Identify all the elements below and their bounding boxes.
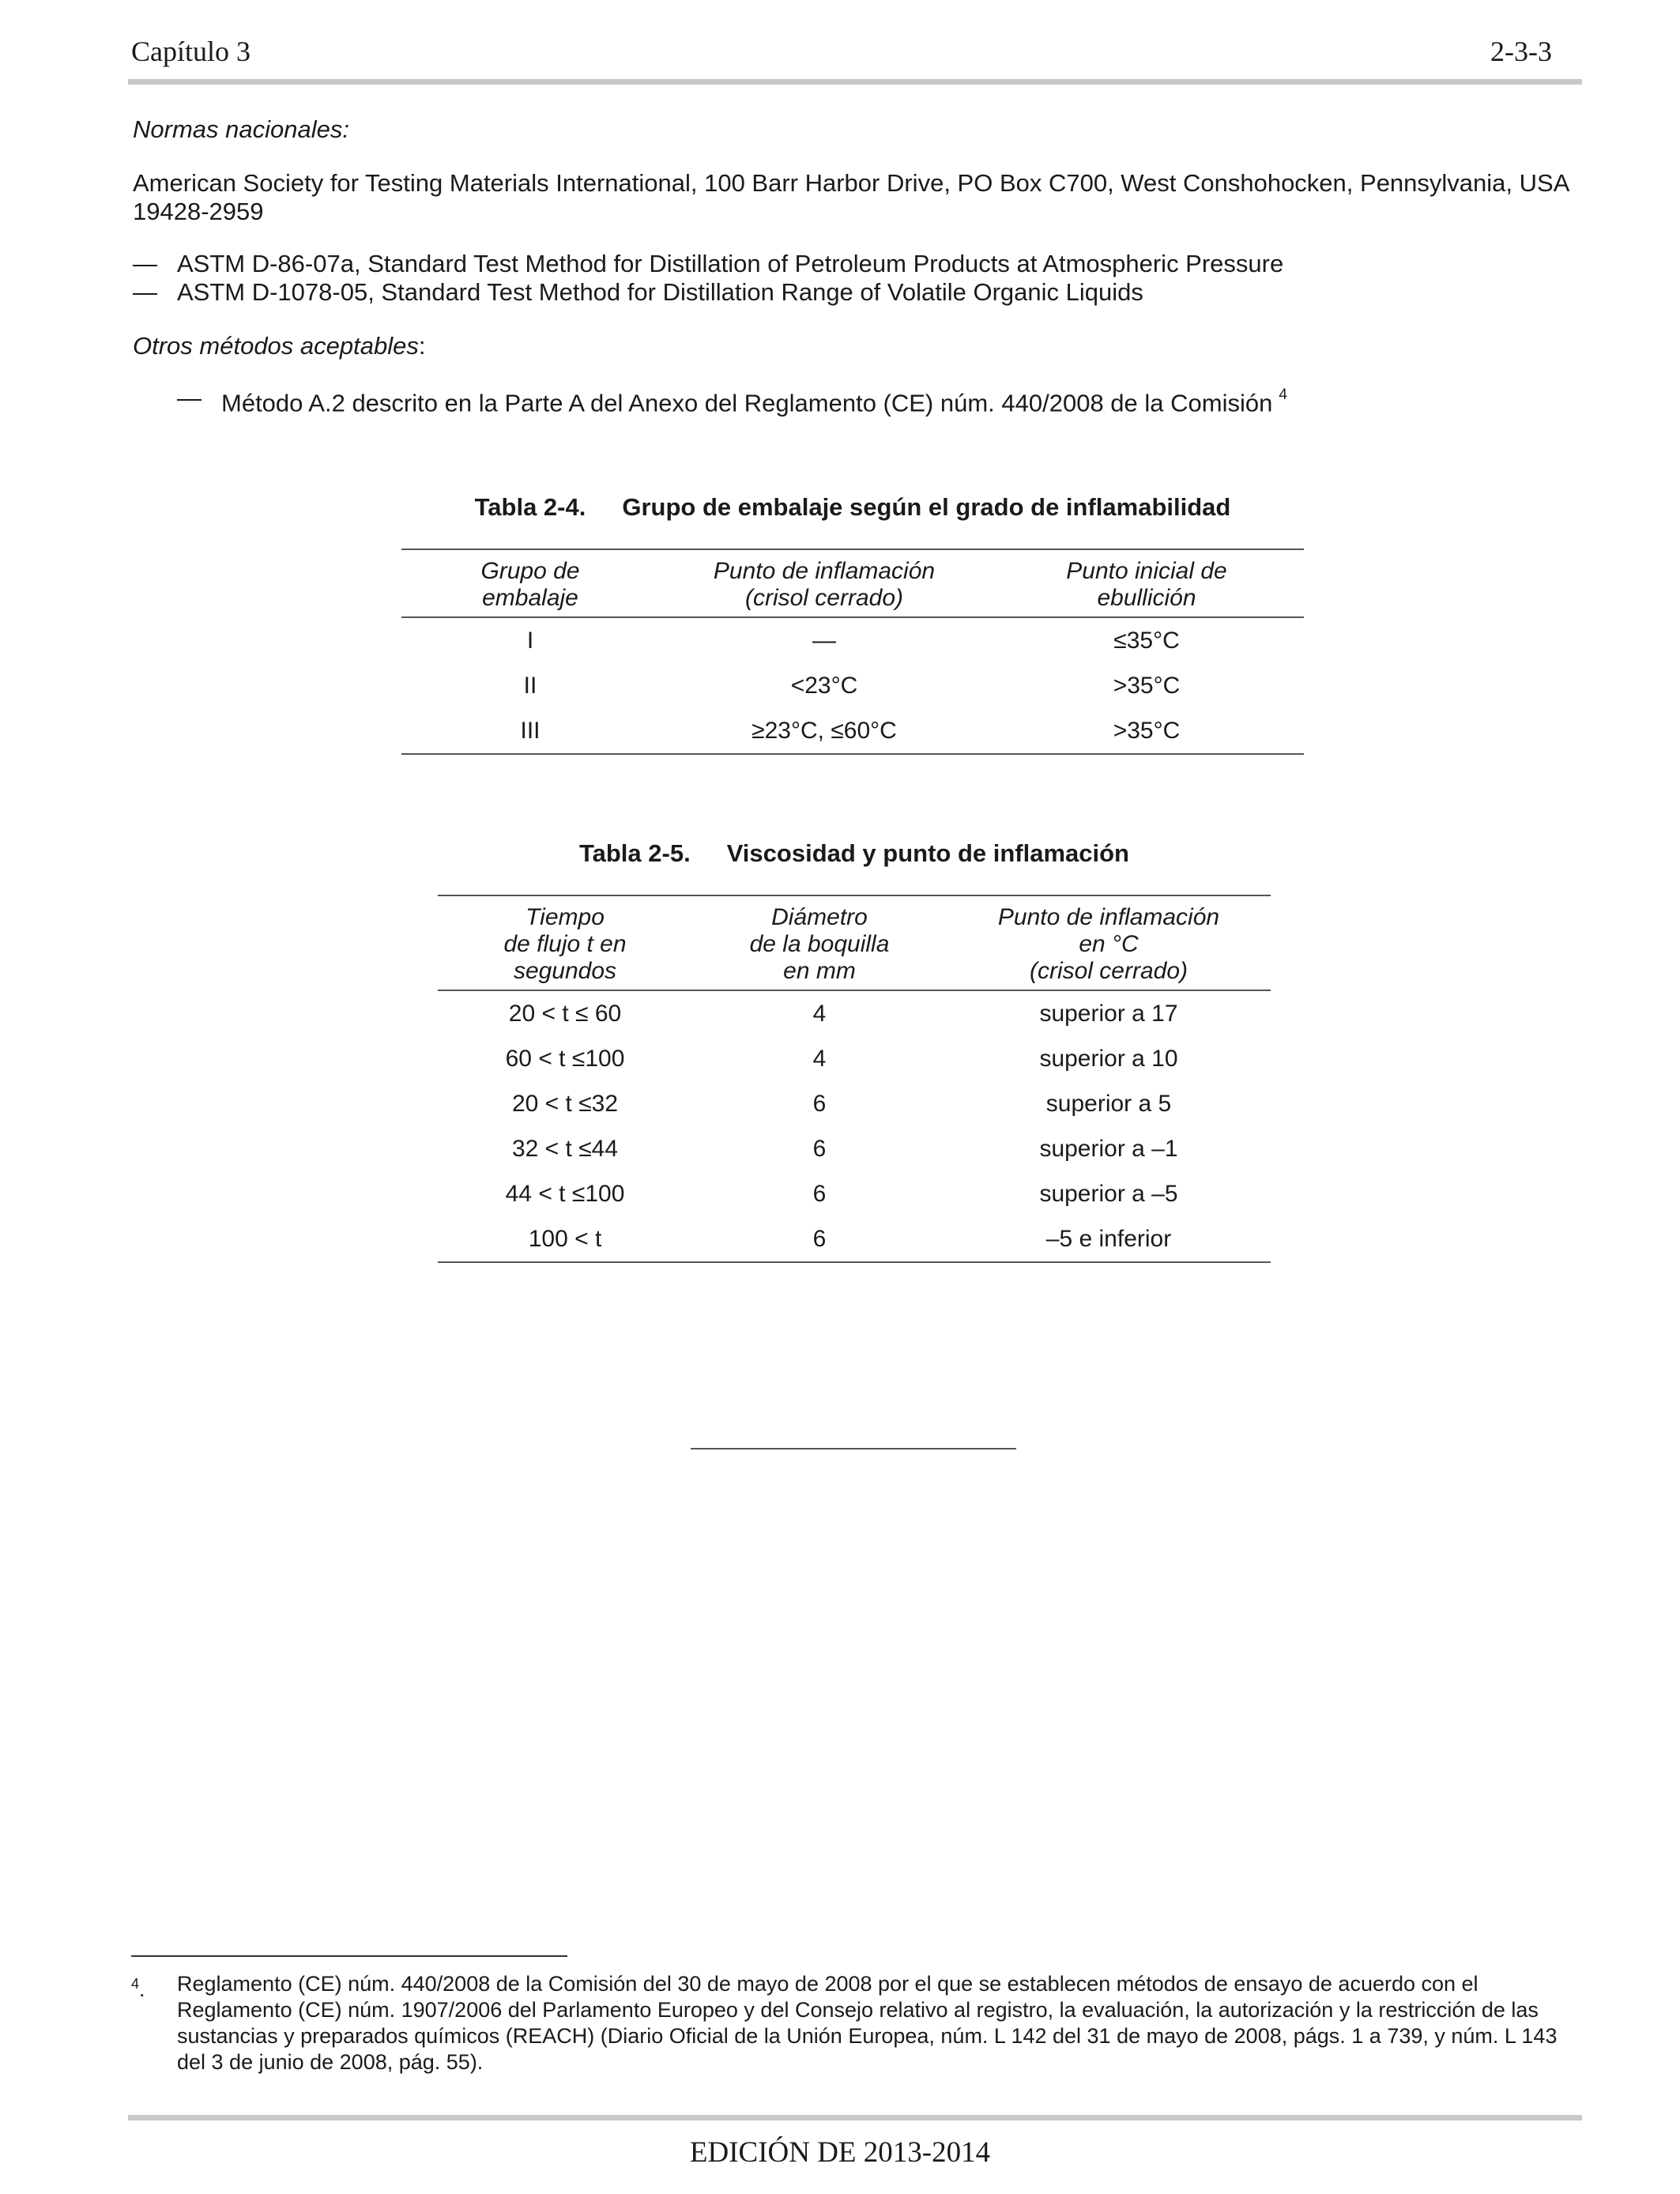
otros-metodos-item xyxy=(177,384,1287,417)
footnote-number: $^4$. xyxy=(131,1976,145,2001)
table-cell: 44 < t ≤100 xyxy=(505,1180,625,1207)
table-cell: ≥23°C, ≤60°C xyxy=(751,717,897,744)
table-cell: superior a 17 xyxy=(1039,1000,1178,1027)
table-row xyxy=(438,1081,1271,1126)
table-cell: I xyxy=(526,627,534,654)
column-header: Tiempo de flujo t en segundos xyxy=(503,904,627,984)
column-header: Grupo de embalaje xyxy=(480,558,580,611)
table-cell: superior a 5 xyxy=(1045,1090,1172,1117)
list-dash: — xyxy=(133,250,157,277)
list-item xyxy=(133,278,1283,307)
table-cell: superior a –1 xyxy=(1039,1135,1178,1162)
table-row xyxy=(401,708,1304,754)
table-row xyxy=(438,990,1271,1036)
normas-nacionales-heading: Normas nacionales: xyxy=(133,115,349,143)
table-cell: –5 e inferior xyxy=(1045,1225,1172,1252)
table-row xyxy=(401,663,1304,708)
table-cell: 60 < t ≤100 xyxy=(505,1045,625,1072)
table-cell: >35°C xyxy=(1113,717,1181,744)
table-cell: 32 < t ≤44 xyxy=(511,1135,619,1162)
list-dash: — xyxy=(177,384,202,412)
table-cell: 20 < t ≤32 xyxy=(511,1090,619,1117)
list-item xyxy=(133,250,1283,278)
table-cell: superior a 10 xyxy=(1039,1045,1178,1072)
table-2-5-caption xyxy=(438,839,1271,868)
table-cell: II xyxy=(523,672,537,699)
footnote-text: Reglamento (CE) núm. 440/2008 de la Comisión del 30 de mayo de 2008 por el que se establecen métodos de ensayo de acuerdo con el Reglamento (CE) núm. 1907/2006 del Parlamento Europeo y del Consejo relativo al registro, la evaluación, la autorización y la restricción de las sustancias y preparados químicos (REACH) (Diario Oficial de la Unión Europea, núm. L 142 del 31 de mayo de 2008, págs. 1 a 739, y núm. L 143 del 3 de junio de 2008, pág. 55). xyxy=(177,1972,1558,2074)
list-item-text: ASTM D-86-07a, Standard Test Method for Distillation of Petroleum Products at Atmospheric Pressure xyxy=(177,250,1284,277)
table-title: Viscosidad y punto de inflamación xyxy=(726,839,1129,867)
column-header: Punto de inflamación (crisol cerrado) xyxy=(713,558,936,611)
table-cell: 20 < t ≤ 60 xyxy=(508,1000,622,1027)
table-cell: 6 xyxy=(812,1180,827,1207)
list-dash: — xyxy=(133,278,157,306)
table-cell: ≤35°C xyxy=(1113,627,1180,654)
table-cell: >35°C xyxy=(1113,672,1181,699)
list-item-text xyxy=(221,384,1287,417)
otros-metodos-heading xyxy=(133,332,425,360)
table-cell: 100 < t xyxy=(528,1225,602,1252)
table-2-5 xyxy=(438,895,1271,1263)
section-end-rule xyxy=(691,1448,1016,1449)
table-cell: <23°C xyxy=(790,672,858,699)
table-cell: 6 xyxy=(812,1135,827,1162)
otros-metodos-colon: : xyxy=(418,332,426,360)
footer-rule xyxy=(128,2115,1582,2120)
footnote-separator xyxy=(131,1955,567,1957)
chapter-title: Capítulo 3 xyxy=(131,36,250,67)
table-cell: — xyxy=(812,627,836,654)
table-cell: superior a –5 xyxy=(1039,1180,1178,1207)
astm-organization: American Society for Testing Materials International, 100 Barr Harbor Drive, PO Box C700, West Conshohocken, Pennsylvania, USA 19428-2959 xyxy=(133,169,1569,225)
column-header: Punto de inflamación en °C (crisol cerrado) xyxy=(997,904,1220,984)
page-number: 2-3-3 xyxy=(1490,36,1552,67)
table-number: Tabla 2-5. xyxy=(578,839,691,867)
table-title: Grupo de embalaje según el grado de inflamabilidad xyxy=(622,493,1231,521)
method-text: Método A.2 descrito en la Parte A del Anexo del Reglamento (CE) núm. 440/2008 de la Comisión xyxy=(221,389,1273,417)
column-header: Punto inicial de ebullición xyxy=(1066,558,1227,611)
footnote-ref: 4 xyxy=(1279,386,1287,403)
standards-list xyxy=(133,250,1283,307)
table-cell: 4 xyxy=(812,1000,827,1027)
table-row xyxy=(401,617,1304,663)
table-cell: 6 xyxy=(812,1225,827,1252)
footnote xyxy=(131,1971,1590,2075)
table-row xyxy=(438,1216,1271,1262)
list-item-text: ASTM D-1078-05, Standard Test Method for Distillation Range of Volatile Organic Liquids xyxy=(177,278,1143,306)
table-row xyxy=(438,1126,1271,1171)
table-cell: 6 xyxy=(812,1090,827,1117)
column-header: Diámetro de la boquilla en mm xyxy=(749,904,890,984)
table-number: Tabla 2-4. xyxy=(474,493,586,521)
table-header-row xyxy=(401,549,1304,617)
table-row xyxy=(438,1171,1271,1216)
table-row xyxy=(438,1036,1271,1081)
otros-metodos-heading-text: Otros métodos aceptables xyxy=(133,332,419,360)
table-header-row xyxy=(438,895,1271,990)
table-cell: 4 xyxy=(812,1045,827,1072)
header-rule xyxy=(128,79,1582,85)
table-2-4-caption xyxy=(401,493,1304,522)
table-2-4 xyxy=(401,548,1304,755)
edition-footer: EDICIÓN DE 2013-2014 xyxy=(689,2136,991,2169)
table-cell: III xyxy=(520,717,541,744)
